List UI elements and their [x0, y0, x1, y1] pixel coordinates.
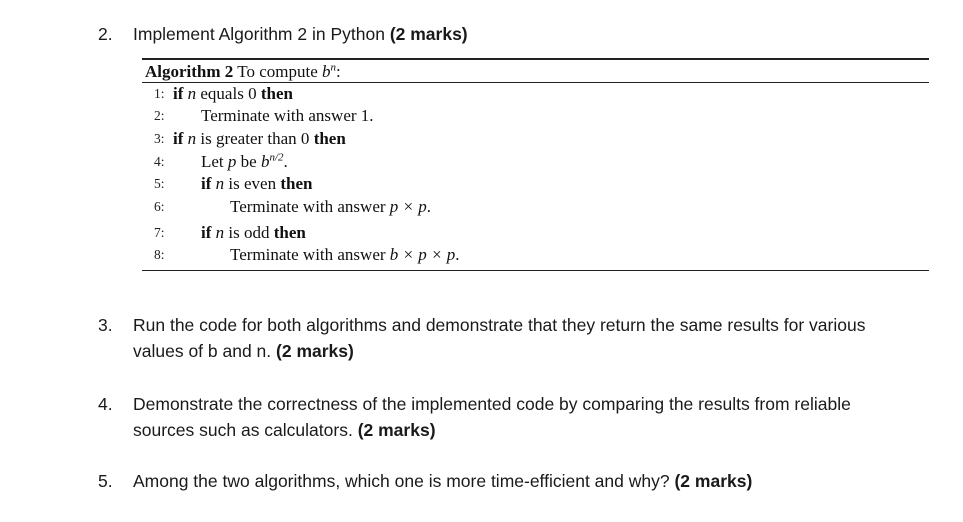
- marks-label: (2 marks): [389, 24, 468, 44]
- expression: b × p × p: [389, 245, 456, 265]
- algo-line-7: [142, 222, 929, 245]
- var-p: p: [227, 151, 237, 171]
- expression: p × p: [389, 197, 427, 217]
- line-number: 6:: [154, 199, 165, 215]
- marks-label: (2 marks): [674, 471, 753, 491]
- algo-line-3: [142, 128, 929, 151]
- question-text: [133, 468, 893, 494]
- caption-exp: n: [330, 60, 336, 73]
- algorithm-box: [142, 58, 929, 271]
- keyword-then: then: [280, 174, 313, 194]
- line-number: 5:: [154, 176, 165, 192]
- line-code: [173, 128, 346, 151]
- question-text: [133, 391, 893, 443]
- line-code: [173, 83, 293, 106]
- algorithm-label: Algorithm 2: [145, 61, 234, 81]
- period: .: [283, 151, 288, 171]
- be-word: be: [240, 151, 257, 171]
- bottom-rule: [142, 270, 929, 271]
- question-text: [133, 312, 893, 364]
- keyword-if: if: [173, 83, 184, 103]
- keyword-then: then: [260, 83, 293, 103]
- question-number: 2.: [98, 24, 113, 44]
- keyword-if: if: [201, 174, 212, 194]
- line-code: [230, 196, 431, 219]
- marks-label: (2 marks): [276, 341, 354, 361]
- algo-line-6: [142, 196, 929, 219]
- condition: equals 0: [200, 83, 257, 103]
- algo-line-4: [142, 151, 929, 174]
- question-number: 5.: [98, 471, 113, 491]
- statement: Terminate with answer: [230, 197, 386, 217]
- question-body: Demonstrate the correctness of the implemented code by comparing the results from reliable sources such as calculators.: [133, 394, 851, 440]
- let-word: Let: [201, 151, 224, 171]
- caption-base: b: [321, 61, 331, 81]
- period: .: [426, 197, 432, 217]
- line-code: [201, 151, 288, 174]
- var-n: n: [215, 222, 225, 242]
- line-code: [230, 244, 460, 267]
- question-text: [133, 21, 893, 47]
- keyword-if: if: [201, 222, 212, 242]
- line-number: 4:: [154, 153, 165, 169]
- line-number: 8:: [154, 247, 165, 263]
- algo-line-2: [142, 105, 929, 128]
- keyword-if: if: [173, 128, 184, 148]
- algorithm-caption: Algorithm 2 To compute $b^n$:: [145, 60, 341, 81]
- condition: is odd: [228, 222, 270, 242]
- line-code: Terminate with answer 1.: [201, 106, 374, 126]
- question-body: Among the two algorithms, which one is more time-efficient and why?: [133, 471, 670, 491]
- line-number: 7:: [154, 224, 165, 240]
- base-b: b: [260, 151, 270, 171]
- exponent: n/2: [269, 151, 284, 163]
- condition: is greater than 0: [200, 128, 310, 148]
- line-number: 2:: [154, 108, 165, 124]
- line-number: 3:: [154, 130, 165, 146]
- marks-label: (2 marks): [357, 420, 436, 440]
- var-n: n: [187, 83, 197, 103]
- statement: Terminate with answer: [230, 245, 386, 265]
- keyword-then: then: [273, 222, 306, 242]
- algo-line-1: [142, 83, 929, 106]
- var-n: n: [187, 128, 197, 148]
- keyword-then: then: [313, 128, 346, 148]
- line-number: 1:: [154, 85, 165, 101]
- algo-line-5: [142, 173, 929, 196]
- algo-line-8: [142, 244, 929, 267]
- condition: is even: [228, 174, 277, 194]
- line-code: [201, 222, 306, 245]
- question-body: Run the code for both algorithms and demonstrate that they return the same results for various values of b and n.: [133, 315, 866, 361]
- line-code: [201, 173, 312, 196]
- algorithm-caption-text: To compute: [237, 61, 318, 81]
- period: .: [455, 245, 460, 265]
- question-body: Implement Algorithm 2 in Python: [133, 24, 385, 44]
- var-n: n: [215, 174, 225, 194]
- question-number: 3.: [98, 315, 113, 335]
- question-number: 4.: [98, 394, 113, 414]
